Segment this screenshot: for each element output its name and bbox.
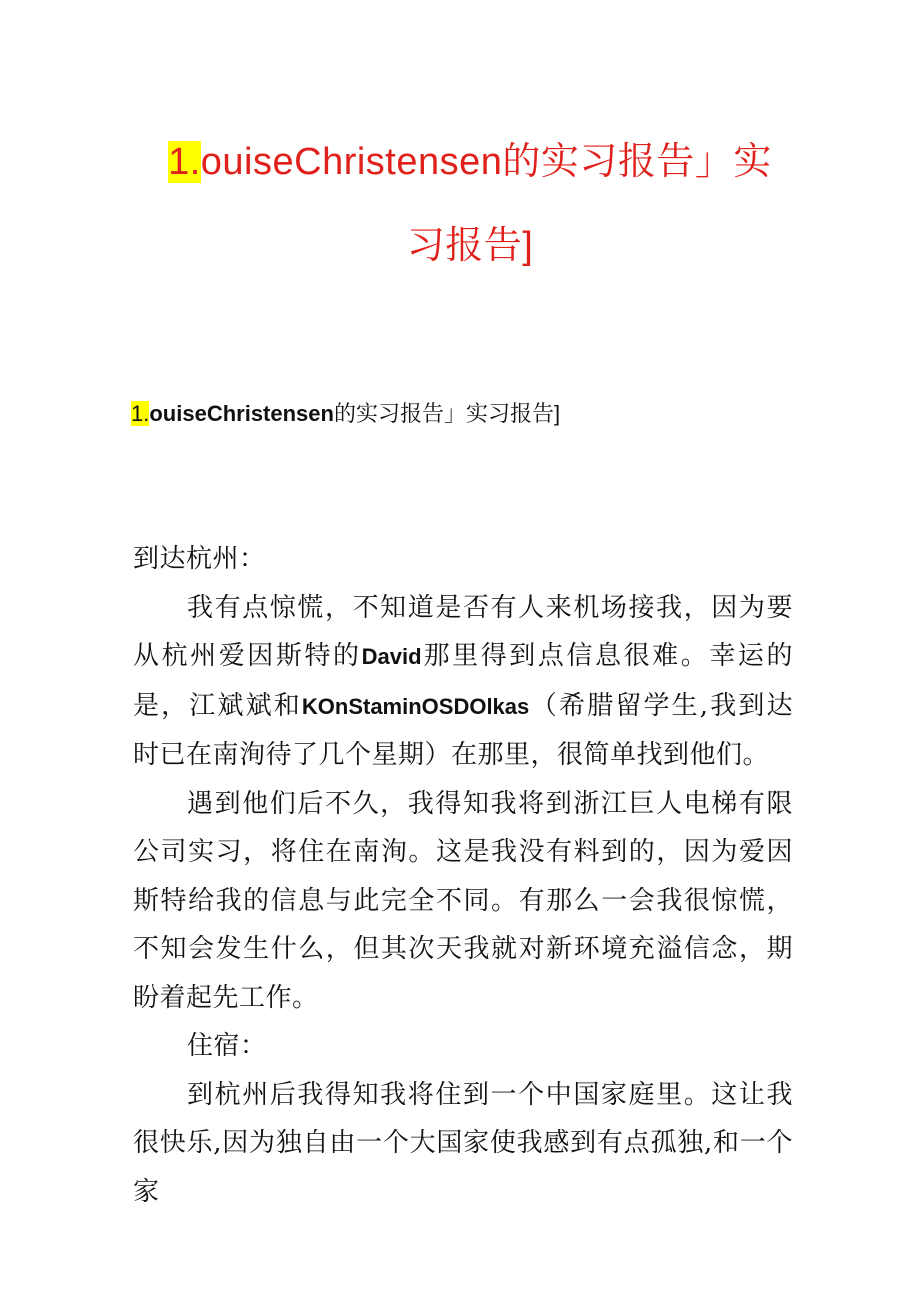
section-heading-lodging: 住宿： bbox=[187, 1031, 267, 1061]
document-body bbox=[133, 535, 793, 1216]
paragraph-internship: 遇到他们后不久，我得知我将到浙江巨人电梯有限公司实习，将住在南洵。这是我没有料到的，因为爱因斯特给我的信息与此完全不同。有那么一会我很惊慌，不知会发生什么，但其次天我就对新环境充溢信念，期盼着起先工作。 bbox=[133, 788, 793, 1013]
person-name-konstantinos: KOnStaminOSDOlkas bbox=[301, 693, 530, 719]
subtitle-text: 的实习报告」实习报告] bbox=[333, 401, 561, 426]
subtitle-name: ouiseChristensen bbox=[149, 401, 334, 426]
subtitle-highlight: 1. bbox=[131, 401, 150, 426]
paragraph-lodging: 到杭州后我得知我将住到一个中国家庭里。这让我很快乐,因为独自由一个大国家使我感到有点孤独,和一个家 bbox=[133, 1079, 793, 1207]
paragraph-text: （希腊留学生,我到达时已在南洵待了几个星期）在那里，很简单找到他们。 bbox=[133, 690, 793, 770]
paragraph-text: 我有点惊慌，不知道是否有人来机场接我，因为要从杭州爱因斯特的 bbox=[133, 592, 793, 671]
document-subtitle bbox=[131, 394, 560, 434]
title-text: ouiseChristensen的实习报告」实习报告] bbox=[200, 141, 772, 267]
section-heading-arrival: 到达杭州： bbox=[133, 544, 266, 574]
paragraph-arrival bbox=[133, 584, 793, 780]
document-title bbox=[150, 120, 790, 288]
paragraph-text: 那里得到点信息很难。幸运的是，江斌斌和 bbox=[133, 641, 793, 721]
person-name-david: David bbox=[361, 644, 422, 669]
title-highlight: 1. bbox=[168, 141, 201, 183]
